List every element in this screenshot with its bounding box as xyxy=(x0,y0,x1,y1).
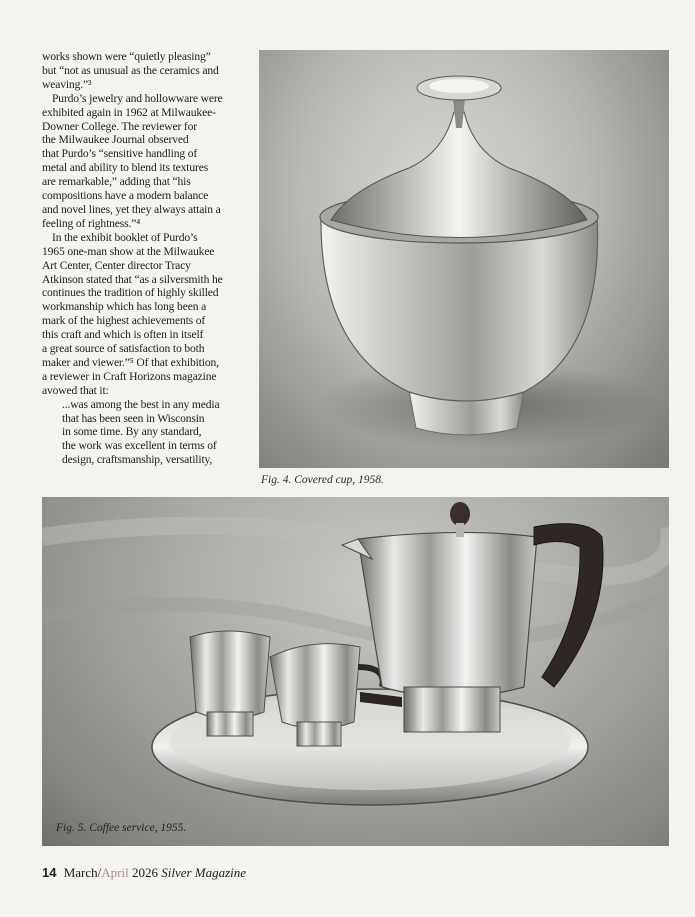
coffee-service-photo xyxy=(42,497,669,846)
text-line: 1965 one-man show at the Milwaukee xyxy=(42,244,215,258)
text-line: and novel lines, yet they always attain a xyxy=(42,202,221,216)
text-line: feeling of rightness.”⁴ xyxy=(42,216,141,230)
covered-cup-photo xyxy=(259,50,669,468)
text-line: the Milwaukee Journal observed xyxy=(42,133,189,147)
text-line: the work was excellent in terms of xyxy=(62,439,217,453)
text-line: avowed that it: xyxy=(42,383,109,397)
text-line: Atkinson stated that “as a silversmith he xyxy=(42,272,223,286)
text-line: Art Center, Center director Tracy xyxy=(42,258,191,272)
footer-magazine-name: Silver Magazine xyxy=(161,865,247,880)
text-line: that has been seen in Wisconsin xyxy=(62,411,205,425)
footer-month-april: April xyxy=(101,865,129,880)
text-line: this craft and which is often in itself xyxy=(42,328,204,342)
text-line: weaving.”³ xyxy=(42,77,92,91)
text-line: a reviewer in Craft Horizons magazine xyxy=(42,369,217,383)
text-line: Downer College. The reviewer for xyxy=(42,119,197,133)
article-column xyxy=(42,50,256,467)
paragraph-2 xyxy=(42,92,256,231)
text-line: Purdo’s jewelry and hollowware were xyxy=(52,91,223,105)
text-line: ...was among the best in any media xyxy=(62,397,220,411)
figure-5-caption: Fig. 5. Coffee service, 1955. xyxy=(56,822,187,834)
text-line: compositions have a modern balance xyxy=(42,189,209,203)
covered-cup-illustration xyxy=(259,50,669,468)
page-footer xyxy=(42,865,246,881)
text-line: workmanship which has long been a xyxy=(42,300,207,314)
coffee-service-illustration xyxy=(42,497,669,846)
text-line: design, craftsmanship, versatility, xyxy=(62,453,213,467)
block-quote xyxy=(42,398,256,468)
footer-month-march: March/ xyxy=(63,865,102,880)
paragraph-1 xyxy=(42,50,256,92)
footer-year: 2026 xyxy=(128,865,162,880)
text-line: but “not as unusual as the ceramics and xyxy=(42,63,219,77)
text-line: works shown were “quietly pleasing” xyxy=(42,50,211,63)
text-line: In the exhibit booklet of Purdo’s xyxy=(52,230,198,244)
text-line: metal and ability to blend its textures xyxy=(42,161,209,175)
text-line: exhibited again in 1962 at Milwaukee- xyxy=(42,105,216,119)
page-number: 14 xyxy=(42,865,57,880)
text-line: maker and viewer.”⁵ Of that exhibition, xyxy=(42,355,219,369)
text-line: continues the tradition of highly skilled xyxy=(42,286,219,300)
text-line: in some time. By any standard, xyxy=(62,425,202,439)
text-line: mark of the highest achievements of xyxy=(42,314,206,328)
text-line: are remarkable,” adding that “his xyxy=(42,175,191,189)
paragraph-3 xyxy=(42,231,256,398)
text-line: that Purdo’s “sensitive handling of xyxy=(42,147,198,161)
text-line: a great source of satisfaction to both xyxy=(42,342,205,356)
figure-4-caption: Fig. 4. Covered cup, 1958. xyxy=(261,474,384,486)
